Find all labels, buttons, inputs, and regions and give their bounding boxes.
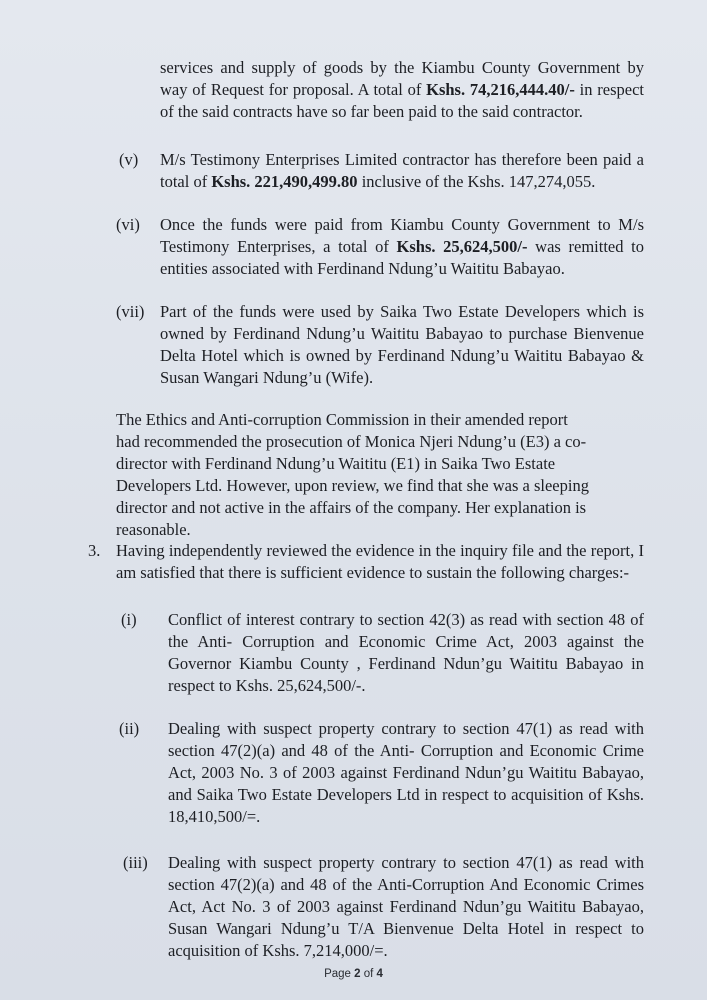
charge-ii-label: (ii) [119, 719, 140, 738]
item-vi-text-2: was remitted to entities associated with Ferdinand Ndung’u Waititu Babayao. [160, 237, 644, 278]
footer-page-number: 2 [354, 968, 361, 980]
charge-i-label: (i) [121, 610, 137, 629]
charge-i-paragraph: Conflict of interest contrary to section 42(3) as read with section 48 of the Anti- Corruption and Economic Crime Act, 2003 against the Governor Kiambu County , Ferdinand Ndun’gu Waititu Babayao in respect to Kshs. 25,624,500/-. [168, 610, 644, 695]
item-vii-paragraph: Part of the funds were used by Saika Two Estate Developers which is owned by Ferdinand Ndung’u Waititu Babayao to purchase Bienvenue Delta Hotel which is owned by Ferdinand Ndung’u Waititu Babayao & Susan Wangari Ndung’u (Wife). [160, 302, 644, 387]
footer-of-word: of [360, 968, 377, 980]
item-vi-text-1: Once the funds were paid from Kiambu County Government to M/s Testimony Enterprises, a total of [160, 215, 644, 256]
eacc-paragraph: The Ethics and Anti-corruption Commission in their amended report had recommended the prosecution of Monica Njeri Ndung’u (E3) a co-director with Ferdinand Ndung’u Waititu (E1) in Saika Two Estate Developers Ltd. However, upon review, we find that she was a sleeping director and not active in the affairs of the company. Her explanation is reasonable. [116, 410, 589, 539]
item-v-text-1: M/s Testimony Enterprises Limited contractor has therefore been paid a total of [160, 150, 644, 191]
item-vi-paragraph [160, 214, 644, 280]
page-footer [0, 968, 707, 980]
item-v-text-2: inclusive of the Kshs. 147,274,055. [357, 172, 596, 191]
footer-page-word: Page [324, 968, 355, 980]
continuation-text-2: in respect of the said contracts have so far been paid to the said contractor. [160, 80, 644, 121]
section-3-paragraph: Having independently reviewed the evidence in the inquiry file and the report, I am satisfied that there is sufficient evidence to sustain the following charges:- [116, 541, 644, 582]
item-vi-label: (vi) [116, 215, 140, 234]
footer-page-total: 4 [376, 968, 383, 980]
continuation-text-1: services and supply of goods by the Kiambu County Government by way of Request for proposal. A total of [160, 58, 644, 99]
section-3-number: 3. [88, 541, 101, 560]
item-vi-amount: Kshs. 25,624,500/- [396, 237, 528, 256]
continuation-paragraph [160, 57, 644, 123]
charge-ii-paragraph: Dealing with suspect property contrary to section 47(1) as read with section 47(2)(a) and 48 of the Anti- Corruption and Economic Crime Act, 2003 No. 3 of 2003 against Ferdinand Ndun’gu Waititu Babayao, and Saika Two Estate Developers Ltd in respect to acquisition of Kshs. 18,410,500/=. [168, 719, 644, 826]
charge-iii-label: (iii) [123, 853, 148, 872]
continuation-amount: Kshs. 74,216,444.40/- [426, 80, 575, 99]
item-v-paragraph [160, 149, 644, 193]
charge-iii-paragraph: Dealing with suspect property contrary to section 47(1) as read with section 47(2)(a) and 48 of the Anti-Corruption And Economic Crimes Act, Act No. 3 of 2003 against Ferdinand Ndun’gu Waititu Babayao, Susan Wangari Ndung’u T/A Bienvenue Delta Hotel in respect to acquisition of Kshs. 7,214,000/=. [168, 853, 644, 960]
item-v-amount: Kshs. 221,490,499.80 [211, 172, 358, 191]
item-vii-label: (vii) [116, 302, 145, 321]
item-v-label: (v) [119, 150, 139, 169]
